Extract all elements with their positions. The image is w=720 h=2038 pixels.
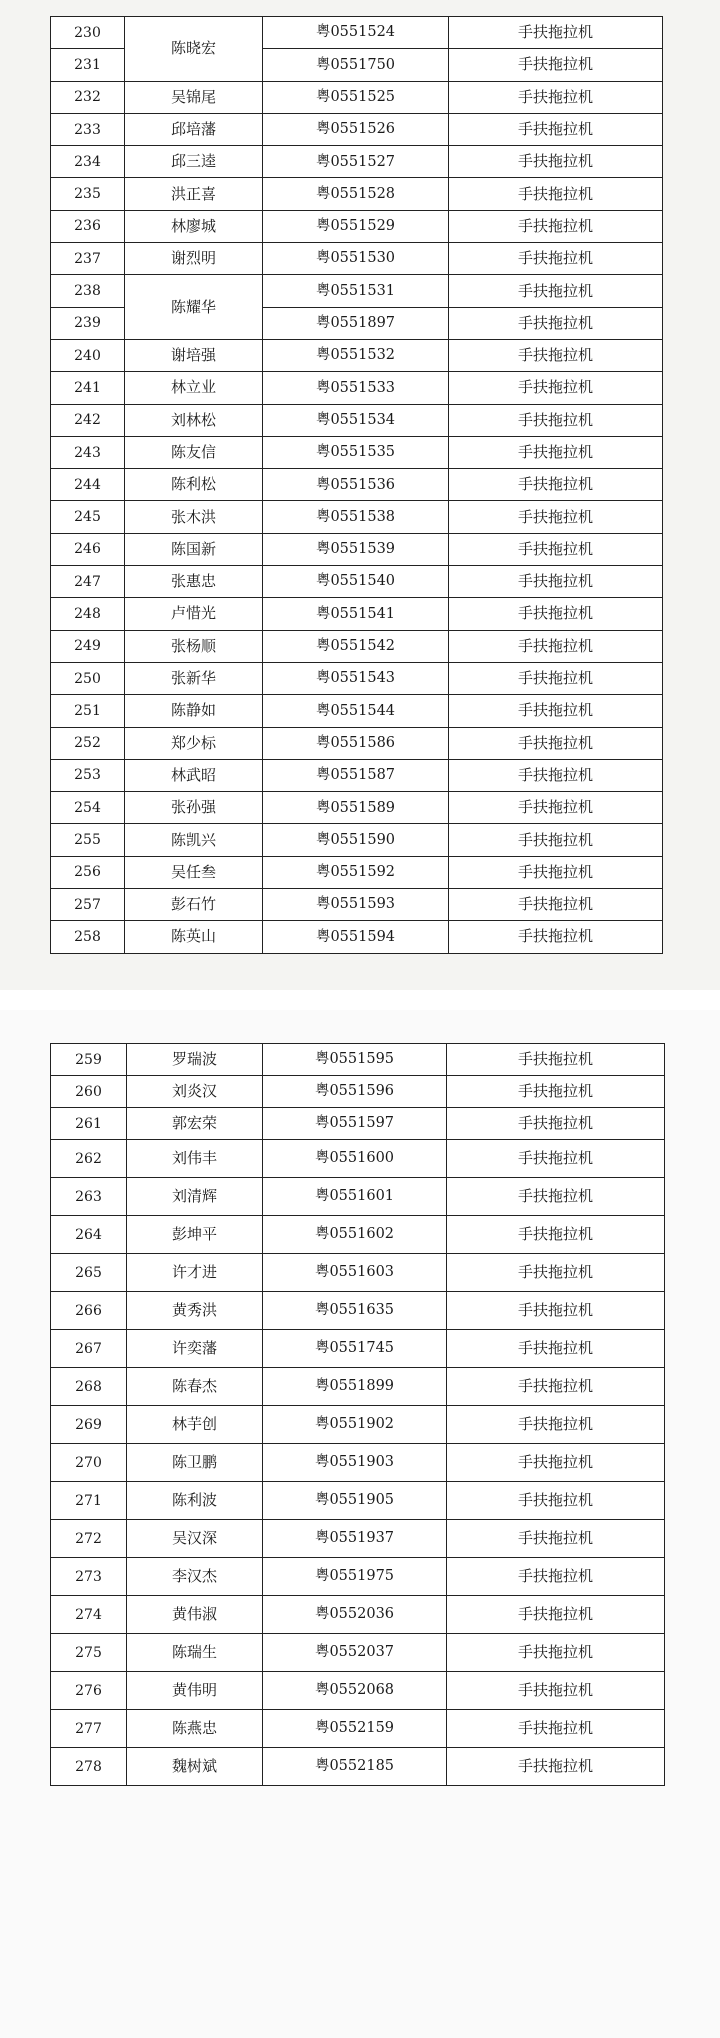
plate-number: 粤0551533 (263, 372, 449, 404)
table-row (51, 856, 663, 888)
plate-number: 粤0551526 (263, 113, 449, 145)
row-number: 259 (51, 1044, 127, 1076)
vehicle-type: 手扶拖拉机 (447, 1044, 665, 1076)
plate-number: 粤0552036 (263, 1596, 447, 1634)
owner-name: 陈春杰 (127, 1368, 263, 1406)
owner-name: 陈耀华 (125, 275, 263, 340)
row-number: 243 (51, 436, 125, 468)
row-number: 261 (51, 1108, 127, 1140)
row-number: 239 (51, 307, 125, 339)
row-number: 254 (51, 792, 125, 824)
owner-name: 张孙强 (125, 792, 263, 824)
owner-name: 吴锦尾 (125, 81, 263, 113)
plate-number: 粤0551541 (263, 598, 449, 630)
vehicle-registry-table-2 (50, 1043, 665, 1786)
table-row (51, 501, 663, 533)
row-number: 273 (51, 1558, 127, 1596)
table-row (51, 17, 663, 49)
plate-number: 粤0551595 (263, 1044, 447, 1076)
owner-name: 邱三逵 (125, 146, 263, 178)
vehicle-type: 手扶拖拉机 (447, 1178, 665, 1216)
plate-number: 粤0551529 (263, 210, 449, 242)
table-row (51, 1634, 665, 1672)
vehicle-type: 手扶拖拉机 (449, 695, 663, 727)
vehicle-type: 手扶拖拉机 (449, 17, 663, 49)
vehicle-type: 手扶拖拉机 (449, 178, 663, 210)
table-row (51, 727, 663, 759)
table-row (51, 372, 663, 404)
table-row (51, 1482, 665, 1520)
row-number: 237 (51, 243, 125, 275)
owner-name: 张惠忠 (125, 566, 263, 598)
table-row (51, 662, 663, 694)
table-row (51, 1558, 665, 1596)
plate-number: 粤0551905 (263, 1482, 447, 1520)
vehicle-type: 手扶拖拉机 (449, 824, 663, 856)
vehicle-type: 手扶拖拉机 (447, 1254, 665, 1292)
row-number: 248 (51, 598, 125, 630)
owner-name: 黄秀洪 (127, 1292, 263, 1330)
plate-number: 粤0551899 (263, 1368, 447, 1406)
row-number: 234 (51, 146, 125, 178)
row-number: 278 (51, 1748, 127, 1786)
table-row (51, 1178, 665, 1216)
vehicle-type: 手扶拖拉机 (449, 210, 663, 242)
owner-name: 张木洪 (125, 501, 263, 533)
row-number: 275 (51, 1634, 127, 1672)
table-row (51, 1108, 665, 1140)
owner-name: 谢烈明 (125, 243, 263, 275)
table-row (51, 1596, 665, 1634)
owner-name: 洪正喜 (125, 178, 263, 210)
table-row (51, 1710, 665, 1748)
owner-name: 黄伟淑 (127, 1596, 263, 1634)
vehicle-type: 手扶拖拉机 (449, 339, 663, 371)
owner-name: 陈利波 (127, 1482, 263, 1520)
plate-number: 粤0551750 (263, 49, 449, 81)
row-number: 265 (51, 1254, 127, 1292)
row-number: 268 (51, 1368, 127, 1406)
vehicle-type: 手扶拖拉机 (449, 533, 663, 565)
owner-name: 林武昭 (125, 759, 263, 791)
row-number: 240 (51, 339, 125, 371)
row-number: 277 (51, 1710, 127, 1748)
owner-name: 刘炎汉 (127, 1076, 263, 1108)
vehicle-type: 手扶拖拉机 (447, 1710, 665, 1748)
owner-name: 郑少标 (125, 727, 263, 759)
owner-name: 陈瑞生 (127, 1634, 263, 1672)
vehicle-type: 手扶拖拉机 (447, 1140, 665, 1178)
plate-number: 粤0551597 (263, 1108, 447, 1140)
row-number: 271 (51, 1482, 127, 1520)
owner-name: 彭坤平 (127, 1216, 263, 1254)
vehicle-registry-table-1 (50, 16, 663, 954)
owner-name: 陈卫鹏 (127, 1444, 263, 1482)
row-number: 270 (51, 1444, 127, 1482)
table-row (51, 1140, 665, 1178)
table-row (51, 469, 663, 501)
plate-number: 粤0551544 (263, 695, 449, 727)
vehicle-type: 手扶拖拉机 (449, 307, 663, 339)
table-row (51, 921, 663, 953)
plate-number: 粤0551592 (263, 856, 449, 888)
row-number: 266 (51, 1292, 127, 1330)
owner-name: 彭石竹 (125, 889, 263, 921)
plate-number: 粤0552185 (263, 1748, 447, 1786)
table-row (51, 1520, 665, 1558)
row-number: 247 (51, 566, 125, 598)
plate-number: 粤0551594 (263, 921, 449, 953)
owner-name: 吴任叁 (125, 856, 263, 888)
row-number: 238 (51, 275, 125, 307)
vehicle-type: 手扶拖拉机 (449, 146, 663, 178)
row-number: 230 (51, 17, 125, 49)
plate-number: 粤0551596 (263, 1076, 447, 1108)
table-row (51, 113, 663, 145)
row-number: 255 (51, 824, 125, 856)
vehicle-type: 手扶拖拉机 (449, 49, 663, 81)
plate-number: 粤0551530 (263, 243, 449, 275)
plate-number: 粤0551527 (263, 146, 449, 178)
plate-number: 粤0551593 (263, 889, 449, 921)
vehicle-type: 手扶拖拉机 (447, 1672, 665, 1710)
plate-number: 粤0551538 (263, 501, 449, 533)
vehicle-type: 手扶拖拉机 (447, 1330, 665, 1368)
row-number: 263 (51, 1178, 127, 1216)
vehicle-type: 手扶拖拉机 (447, 1108, 665, 1140)
plate-number: 粤0551528 (263, 178, 449, 210)
vehicle-type: 手扶拖拉机 (449, 727, 663, 759)
owner-name: 张杨顺 (125, 630, 263, 662)
table-row (51, 1292, 665, 1330)
plate-number: 粤0551587 (263, 759, 449, 791)
table-row (51, 792, 663, 824)
owner-name: 林立业 (125, 372, 263, 404)
owner-name: 陈友信 (125, 436, 263, 468)
row-number: 262 (51, 1140, 127, 1178)
vehicle-type: 手扶拖拉机 (449, 243, 663, 275)
plate-number: 粤0551535 (263, 436, 449, 468)
plate-number: 粤0552068 (263, 1672, 447, 1710)
vehicle-type: 手扶拖拉机 (449, 275, 663, 307)
owner-name: 魏树斌 (127, 1748, 263, 1786)
row-number: 253 (51, 759, 125, 791)
owner-name: 陈静如 (125, 695, 263, 727)
vehicle-type: 手扶拖拉机 (447, 1748, 665, 1786)
owner-name: 谢培强 (125, 339, 263, 371)
vehicle-type: 手扶拖拉机 (447, 1406, 665, 1444)
plate-number: 粤0551539 (263, 533, 449, 565)
owner-name: 陈国新 (125, 533, 263, 565)
row-number: 233 (51, 113, 125, 145)
plate-number: 粤0551937 (263, 1520, 447, 1558)
table-row (51, 1368, 665, 1406)
vehicle-type: 手扶拖拉机 (449, 81, 663, 113)
owner-name: 陈英山 (125, 921, 263, 953)
plate-number: 粤0551525 (263, 81, 449, 113)
vehicle-type: 手扶拖拉机 (449, 372, 663, 404)
owner-name: 刘伟丰 (127, 1140, 263, 1178)
table-row (51, 178, 663, 210)
vehicle-type: 手扶拖拉机 (447, 1520, 665, 1558)
table-row (51, 1216, 665, 1254)
plate-number: 粤0551542 (263, 630, 449, 662)
owner-name: 吴汉深 (127, 1520, 263, 1558)
row-number: 258 (51, 921, 125, 953)
table-row (51, 598, 663, 630)
vehicle-type: 手扶拖拉机 (449, 856, 663, 888)
vehicle-type: 手扶拖拉机 (447, 1216, 665, 1254)
owner-name: 张新华 (125, 662, 263, 694)
row-number: 260 (51, 1076, 127, 1108)
table-row (51, 1076, 665, 1108)
owner-name: 林廖城 (125, 210, 263, 242)
row-number: 274 (51, 1596, 127, 1634)
row-number: 232 (51, 81, 125, 113)
plate-number: 粤0551903 (263, 1444, 447, 1482)
owner-name: 陈燕忠 (127, 1710, 263, 1748)
vehicle-type: 手扶拖拉机 (449, 759, 663, 791)
owner-name: 刘林松 (125, 404, 263, 436)
vehicle-type: 手扶拖拉机 (447, 1558, 665, 1596)
row-number: 245 (51, 501, 125, 533)
table-row (51, 1330, 665, 1368)
plate-number: 粤0551902 (263, 1406, 447, 1444)
vehicle-type: 手扶拖拉机 (449, 436, 663, 468)
owner-name: 林芋创 (127, 1406, 263, 1444)
row-number: 276 (51, 1672, 127, 1710)
plate-number: 粤0551745 (263, 1330, 447, 1368)
table-row (51, 146, 663, 178)
plate-number: 粤0551534 (263, 404, 449, 436)
owner-name: 卢惜光 (125, 598, 263, 630)
row-number: 264 (51, 1216, 127, 1254)
row-number: 246 (51, 533, 125, 565)
owner-name: 陈凯兴 (125, 824, 263, 856)
table-row (51, 889, 663, 921)
row-number: 252 (51, 727, 125, 759)
plate-number: 粤0551524 (263, 17, 449, 49)
vehicle-type: 手扶拖拉机 (449, 113, 663, 145)
row-number: 242 (51, 404, 125, 436)
row-number: 235 (51, 178, 125, 210)
vehicle-type: 手扶拖拉机 (447, 1482, 665, 1520)
table-row (51, 210, 663, 242)
row-number: 267 (51, 1330, 127, 1368)
owner-name: 陈利松 (125, 469, 263, 501)
owner-name: 许奕藩 (127, 1330, 263, 1368)
table-row (51, 275, 663, 307)
plate-number: 粤0551897 (263, 307, 449, 339)
table-row (51, 824, 663, 856)
row-number: 244 (51, 469, 125, 501)
vehicle-type: 手扶拖拉机 (449, 566, 663, 598)
plate-number: 粤0551532 (263, 339, 449, 371)
table-row (51, 1672, 665, 1710)
table-row (51, 1254, 665, 1292)
vehicle-type: 手扶拖拉机 (447, 1368, 665, 1406)
plate-number: 粤0551586 (263, 727, 449, 759)
row-number: 241 (51, 372, 125, 404)
table-row (51, 1406, 665, 1444)
table-row (51, 630, 663, 662)
owner-name: 李汉杰 (127, 1558, 263, 1596)
vehicle-type: 手扶拖拉机 (447, 1596, 665, 1634)
table-row (51, 339, 663, 371)
table-row (51, 566, 663, 598)
table-row (51, 436, 663, 468)
table-row (51, 695, 663, 727)
table-row (51, 1748, 665, 1786)
table-row (51, 533, 663, 565)
plate-number: 粤0551603 (263, 1254, 447, 1292)
plate-number: 粤0551975 (263, 1558, 447, 1596)
vehicle-type: 手扶拖拉机 (449, 598, 663, 630)
plate-number: 粤0552037 (263, 1634, 447, 1672)
vehicle-type: 手扶拖拉机 (449, 469, 663, 501)
vehicle-type: 手扶拖拉机 (449, 630, 663, 662)
row-number: 269 (51, 1406, 127, 1444)
table-row (51, 1044, 665, 1076)
row-number: 249 (51, 630, 125, 662)
plate-number: 粤0551635 (263, 1292, 447, 1330)
vehicle-type: 手扶拖拉机 (449, 889, 663, 921)
row-number: 251 (51, 695, 125, 727)
row-number: 257 (51, 889, 125, 921)
plate-number: 粤0551536 (263, 469, 449, 501)
plate-number: 粤0551600 (263, 1140, 447, 1178)
row-number: 256 (51, 856, 125, 888)
owner-name: 许才进 (127, 1254, 263, 1292)
vehicle-type: 手扶拖拉机 (447, 1292, 665, 1330)
owner-name: 刘清辉 (127, 1178, 263, 1216)
table-row (51, 81, 663, 113)
vehicle-type: 手扶拖拉机 (449, 501, 663, 533)
vehicle-type: 手扶拖拉机 (449, 792, 663, 824)
table-row (51, 243, 663, 275)
vehicle-type: 手扶拖拉机 (447, 1634, 665, 1672)
table-row (51, 404, 663, 436)
owner-name: 邱培藩 (125, 113, 263, 145)
plate-number: 粤0551543 (263, 662, 449, 694)
vehicle-type: 手扶拖拉机 (449, 404, 663, 436)
owner-name: 陈晓宏 (125, 17, 263, 82)
vehicle-type: 手扶拖拉机 (447, 1076, 665, 1108)
plate-number: 粤0551602 (263, 1216, 447, 1254)
vehicle-type: 手扶拖拉机 (449, 921, 663, 953)
plate-number: 粤0551540 (263, 566, 449, 598)
plate-number: 粤0551601 (263, 1178, 447, 1216)
plate-number: 粤0552159 (263, 1710, 447, 1748)
owner-name: 黄伟明 (127, 1672, 263, 1710)
row-number: 231 (51, 49, 125, 81)
row-number: 250 (51, 662, 125, 694)
table-row (51, 1444, 665, 1482)
table-row (51, 759, 663, 791)
plate-number: 粤0551531 (263, 275, 449, 307)
plate-number: 粤0551589 (263, 792, 449, 824)
row-number: 236 (51, 210, 125, 242)
row-number: 272 (51, 1520, 127, 1558)
vehicle-type: 手扶拖拉机 (449, 662, 663, 694)
plate-number: 粤0551590 (263, 824, 449, 856)
owner-name: 郭宏荣 (127, 1108, 263, 1140)
owner-name: 罗瑞波 (127, 1044, 263, 1076)
vehicle-type: 手扶拖拉机 (447, 1444, 665, 1482)
